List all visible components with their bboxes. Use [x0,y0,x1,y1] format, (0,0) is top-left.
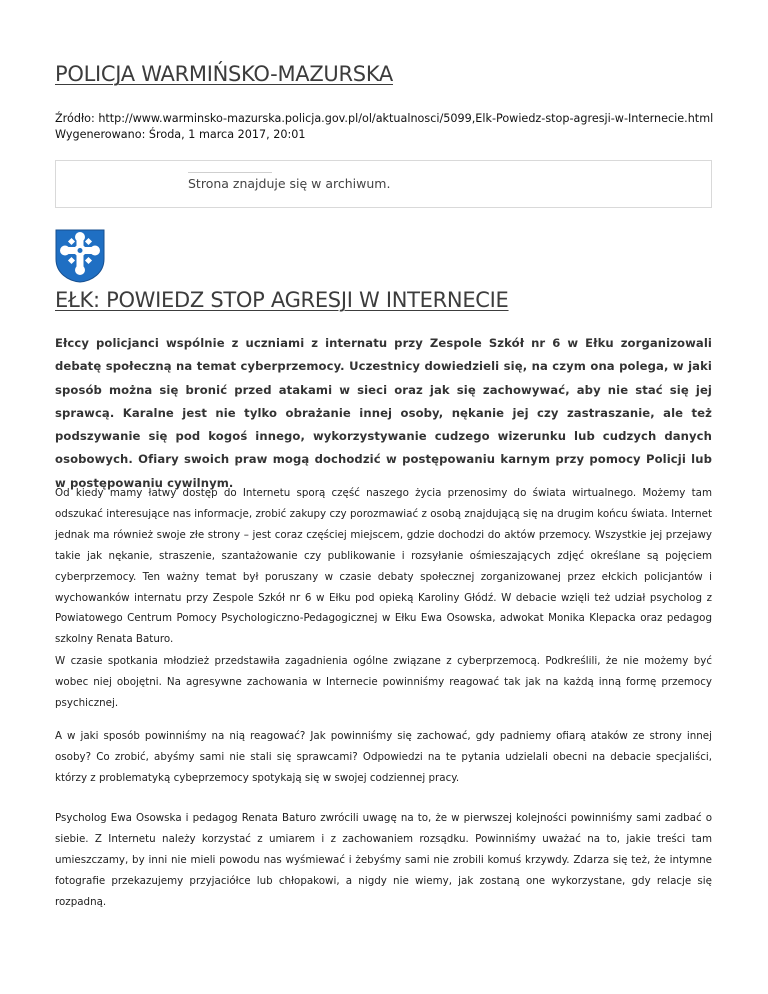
archive-divider [188,172,272,173]
print-meta [55,111,713,143]
site-title[interactable]: POLICJA WARMIŃSKO-MAZURSKA [55,62,393,86]
article-lead: Ełccy policjanci wspólnie z uczniami z internatu przy Zespole Szkół nr 6 w Ełku zorganizowali debatę społeczną na temat cyberprzemocy. Uczestnicy dowiedzieli się, na czym ona polega, w jaki sposób można się bronić przed atakami w sieci oraz jak się zachowywać, aby nie stać się jej sprawcą. Karalne jest nie tylko obrażanie innej osoby, nękanie jej czy zastraszanie, ale też podszywanie się pod kogoś innego, wykorzystywanie cudzego wizerunku lub cudzych danych osobowych. Ofiary swoich praw mogą dochodzić w postępowaniu karnym przy pomocy Policji lub w postępowaniu cywilnym. [55,336,712,490]
article-paragraph: A w jaki sposób powinniśmy na nią reagować? Jak powinniśmy się zachować, gdy padniemy ofiarą ataków ze strony innej osoby? Co zrobić, abyśmy sami nie stali się sprawcami? Odpowiedzi na te pytania udzielali obecni na debacie specjaliści, którzy z problematyką cybeprzemocy spotykają się w swojej codziennej pracy. [55,730,712,784]
generated-line: Wygenerowano: Środa, 1 marca 2017, 20:01 [55,128,306,141]
article-paragraph: Psycholog Ewa Osowska i pedagog Renata Baturo zwrócili uwagę na to, że w pierwszej kolejności powinniśmy sami zadbać o siebie. Z Internetu należy korzystać z umiarem i z zachowaniem rozsądku. Powinniśmy uważać na to, jakie treści tam umieszczamy, by inni nie mieli powodu nas wyśmiewać i żebyśmy sami nie zrobili komuś krzywdy. Zdarza się też, że intymne fotografie przekazujemy przyjaciółce lub chłopakowi, a nigdy nie wiemy, jak zostaną one wykorzystane, gdy relacje się rozpadną. [55,812,712,908]
archive-notice: Strona znajduje się w archiwum. [188,176,391,191]
article-paragraph: W czasie spotkania młodzież przedstawiła zagadnienia ogólne związane z cyberprzemocą. Podkreślili, że nie możemy być wobec niej obojętni. Na agresywne zachowania w Internecie powinniśmy reagować tak jak na każdą inną formę przemocy psychicznej. [55,655,712,709]
article-paragraph: Od kiedy mamy łatwy dostęp do Internetu sporą część naszego życia przenosimy do świata wirtualnego. Możemy tam odszukać interesujące nas informacje, zrobić zakupy czy porozmawiać z osobą znajdującą się na drugim końcu świata. Internet jednak ma również swoje złe strony – jest coraz częściej miejscem, gdzie dochodzi do aktów przemocy. Wszystkie jej przejawy takie jak nękanie, straszenie, szantażowanie czy publikowanie i rozsyłanie ośmieszających zdjęć określane są pojęciem cyberprzemocy. Ten ważny temat był poruszany w czasie debaty społecznej zorganizowanej przez ełckich policjantów i wychowanków internatu przy Zespole Szkół nr 6 w Ełku pod opieką Karoliny Głódź. W debacie wzięli też udział psycholog z Powiatowego Centrum Pomocy Psychologiczno-Pedagogicznej w Ełku Ewa Osowska, adwokat Monika Klepacka oraz pedagog szkolny Renata Baturo. [55,487,712,646]
archive-notice-box [55,160,712,208]
source-line: Źródło: http://www.warminsko-mazurska.policja.gov.pl/ol/aktualnosci/5099,Elk-Powiedz-stop-agresji-w-Internecie.html [55,112,714,125]
police-crest-icon [54,229,106,283]
article-title: EŁK: POWIEDZ STOP AGRESJI W INTERNECIE [55,288,509,312]
